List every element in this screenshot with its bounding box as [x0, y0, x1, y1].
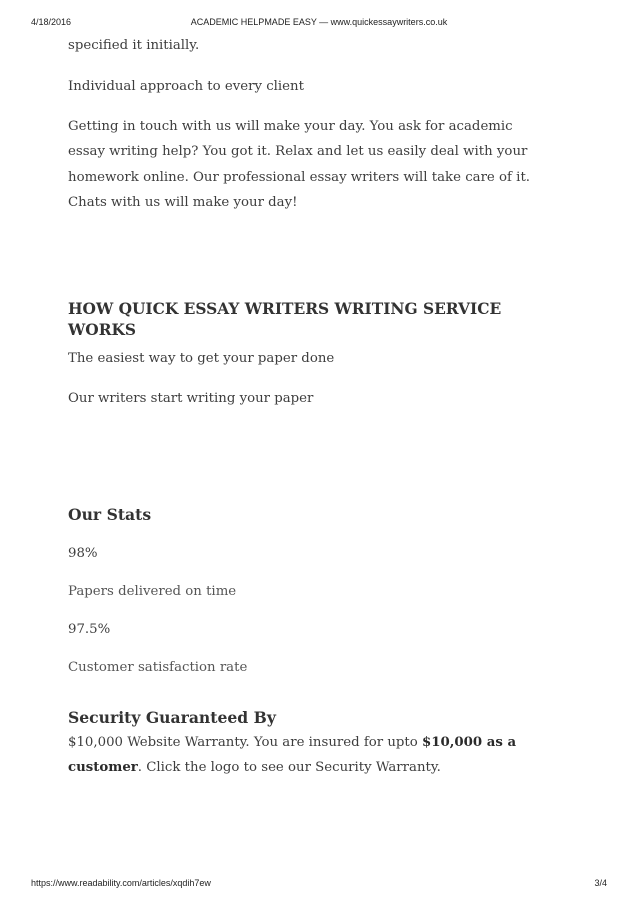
how-it-works-title-line1: HOW QUICK ESSAY WRITERS WRITING SERVICE — [68, 300, 502, 318]
security-amount: $10,000 as a — [422, 735, 517, 750]
paragraph-line: Getting in touch with us will make your day. You ask for academic — [68, 119, 513, 134]
contact-paragraph — [68, 114, 568, 215]
how-it-works-subtitle: The easiest way to get your paper done — [68, 351, 335, 366]
security-customer: customer — [68, 760, 138, 775]
paragraph-line: essay writing help? You got it. Relax and let us easily deal with your — [68, 144, 528, 159]
paragraph-line: Chats with us will make your day! — [68, 195, 298, 210]
individual-approach-heading: Individual approach to every client — [68, 79, 304, 94]
stat-label: Customer satisfaction rate — [68, 660, 248, 675]
security-section — [68, 707, 568, 779]
security-line — [68, 732, 568, 754]
continuation-text: specified it initially. — [68, 38, 200, 53]
how-it-works-step: Our writers start writing your paper — [68, 391, 314, 406]
stats-section — [68, 504, 568, 677]
print-date: 4/18/2016 — [31, 17, 72, 27]
stat-label: Papers delivered on time — [68, 584, 237, 599]
print-footer-url: https://www.readability.com/articles/xqdih7ew — [31, 878, 211, 888]
security-text: . Click the logo to see our Security Warranty. — [137, 760, 441, 775]
stats-title: Our Stats — [68, 505, 152, 524]
article-content — [68, 34, 568, 779]
how-it-works-title — [68, 299, 568, 341]
stat-value: 97.5% — [68, 622, 111, 637]
security-line — [68, 757, 568, 779]
print-header-title: ACADEMIC HELPMADE EASY — www.quickessaywriters.co.uk — [190, 17, 448, 27]
how-it-works-title-line2: WORKS — [68, 321, 136, 339]
security-text: $10,000 Website Warranty. You are insured for upto — [68, 735, 423, 750]
stat-value: 98% — [68, 546, 98, 561]
page-number: 3/4 — [594, 878, 607, 888]
how-it-works-section — [68, 299, 568, 408]
security-title: Security Guaranteed By — [68, 708, 276, 727]
paragraph-line: homework online. Our professional essay writers will take care of it. — [68, 170, 531, 185]
